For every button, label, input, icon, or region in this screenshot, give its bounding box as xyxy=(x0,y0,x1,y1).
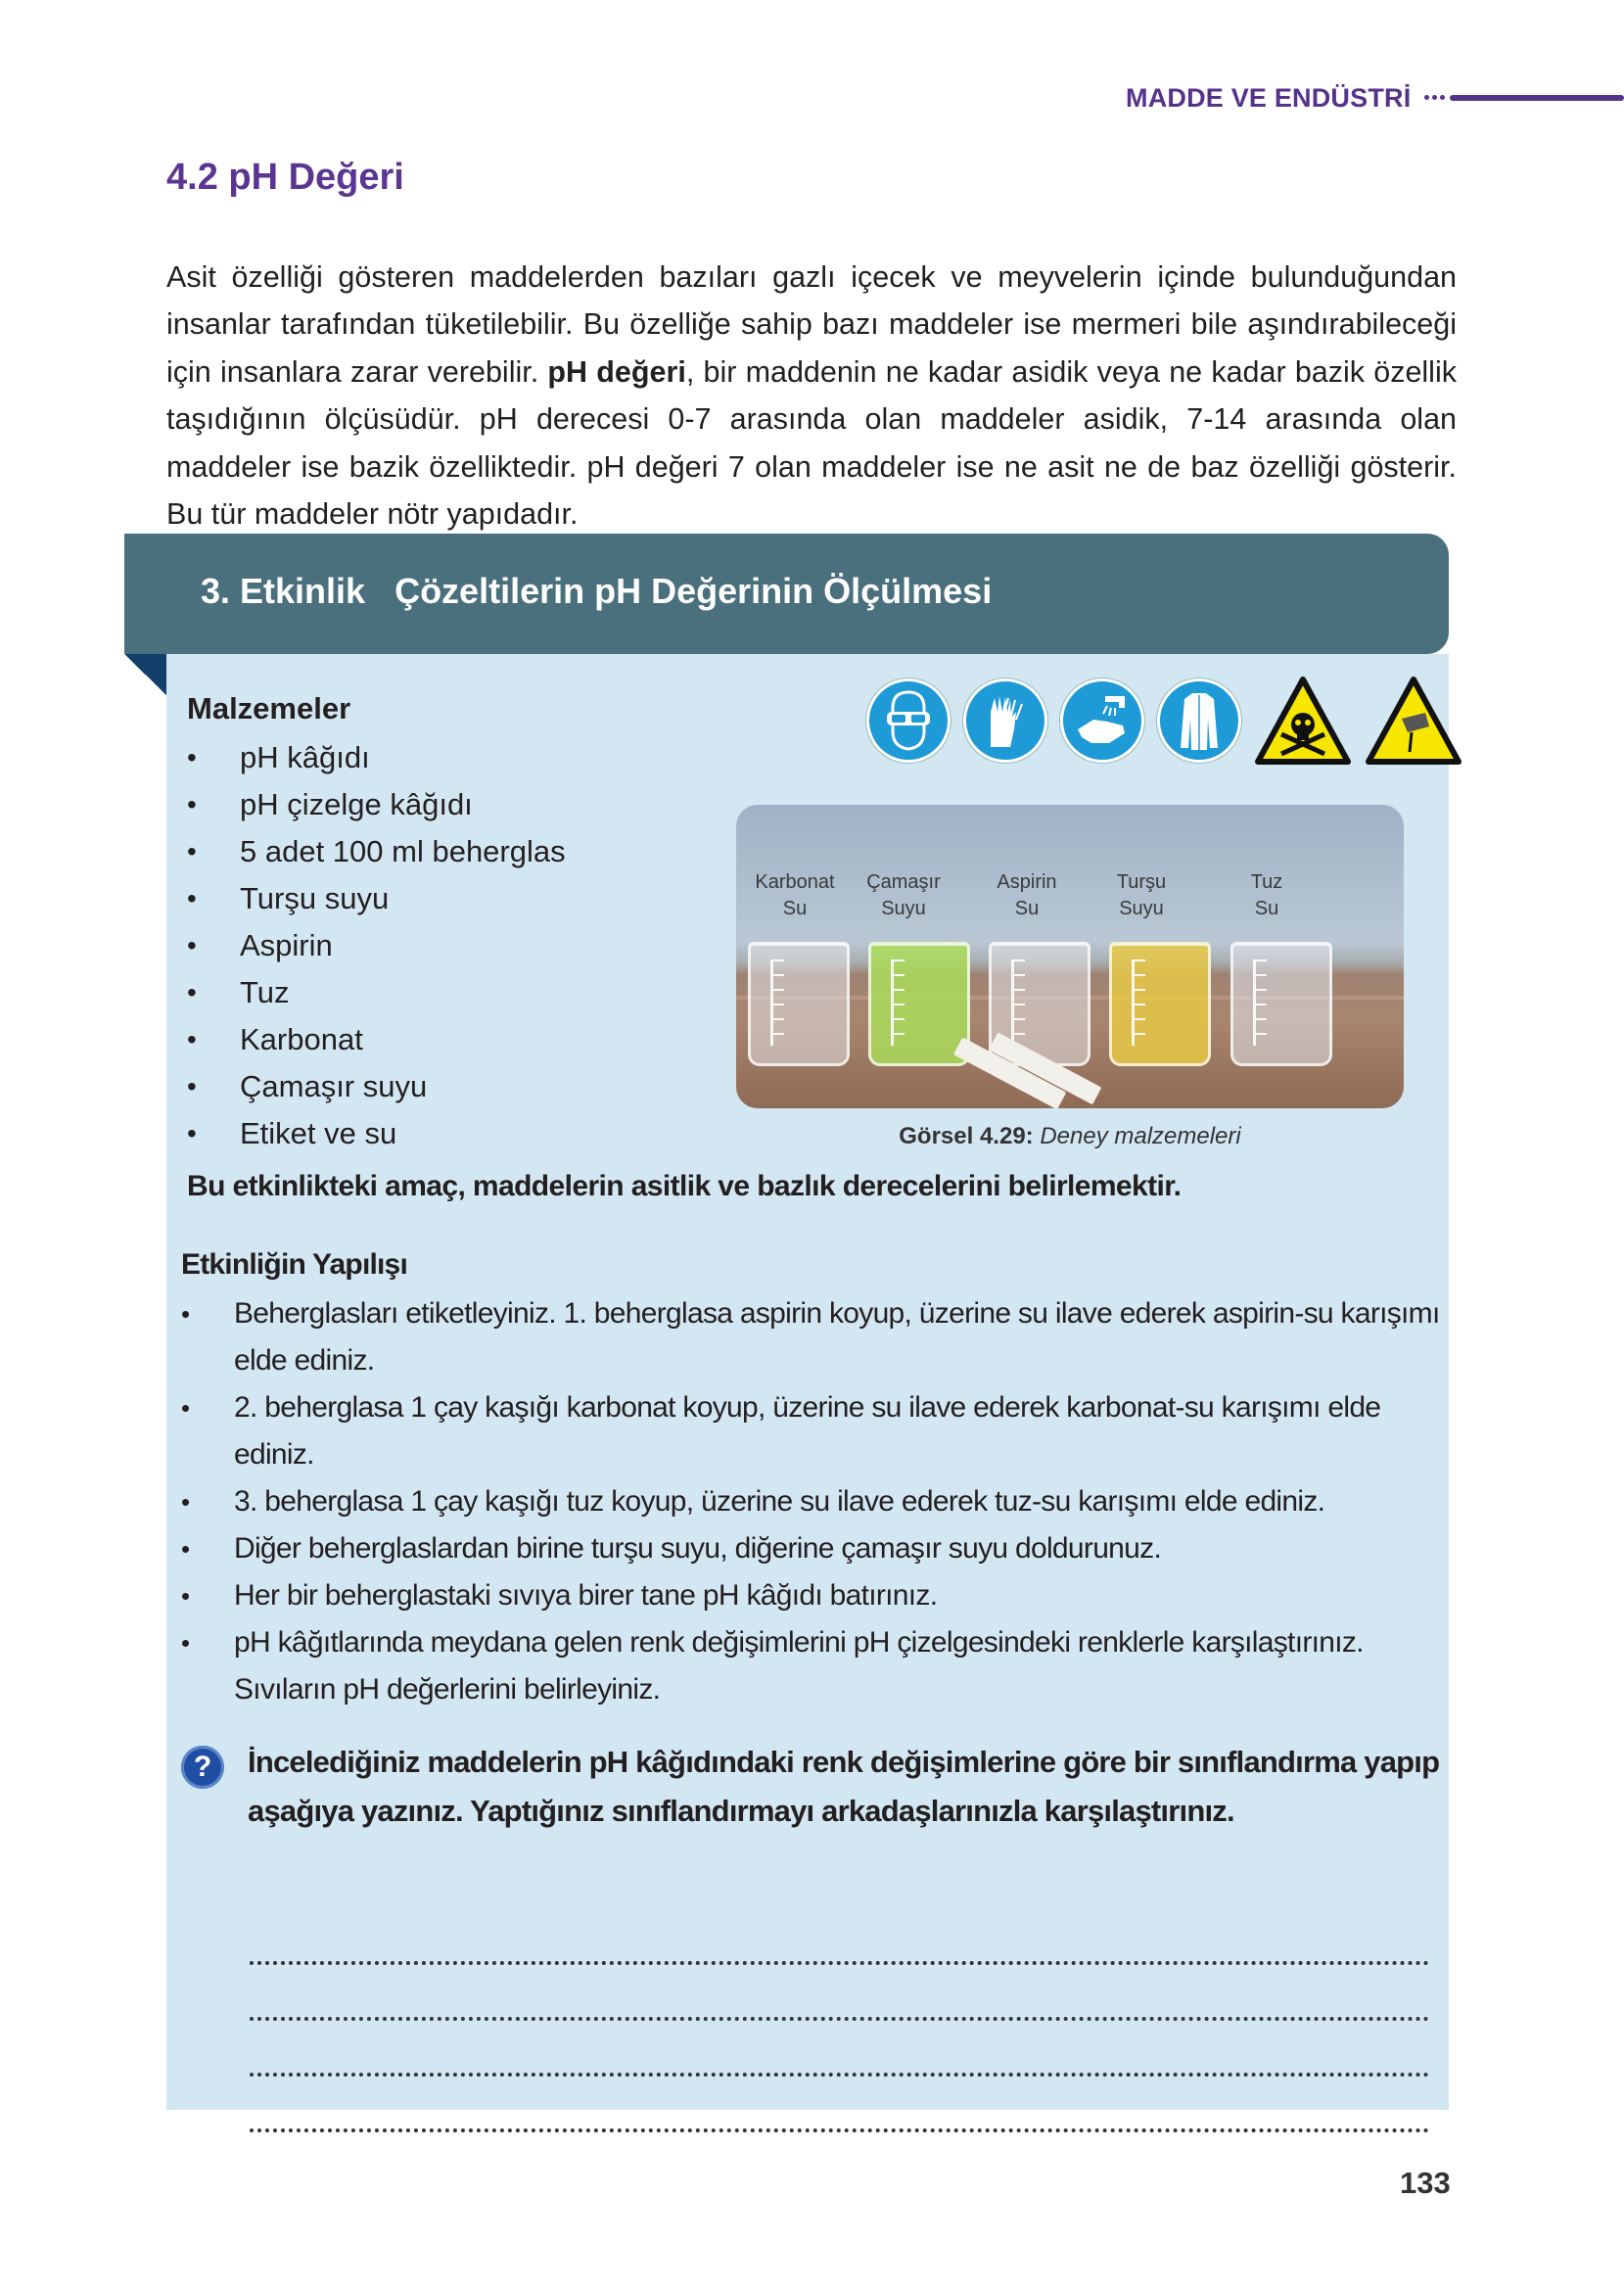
list-item: • Beherglasları etiketleyiniz. 1. beherglasa aspirin koyup, üzerine su ilave ederek aspirin-su karışımı elde ediniz. xyxy=(181,1297,1440,1377)
page-number: 133 xyxy=(1400,2166,1451,2200)
list-item: • 2. beherglasa 1 çay kaşığı karbonat koyup, üzerine su ilave ederek karbonat-su karışımı elde ediniz. xyxy=(181,1391,1381,1471)
header-fold-corner xyxy=(124,654,166,695)
list-item: • Tuz xyxy=(187,975,290,1009)
beaker xyxy=(748,942,850,1066)
beaker xyxy=(1109,942,1211,1066)
beaker-label: Karbonat Su xyxy=(755,871,835,919)
section-title: 4.2 pH Değeri xyxy=(166,157,404,198)
answer-line[interactable] xyxy=(250,2021,1429,2077)
beaker xyxy=(868,942,970,1066)
intro-paragraph xyxy=(166,254,1457,538)
safety-goggles-icon xyxy=(866,678,951,763)
dots-decoration xyxy=(1424,95,1446,101)
list-item: • Çamaşır suyu xyxy=(187,1069,428,1103)
list-item: • Diğer beherglaslardan birine turşu suyu, diğerine çamaşır suyu doldurunuz. xyxy=(181,1532,1162,1565)
list-item: • pH kâğıdı xyxy=(187,740,370,774)
answer-line[interactable] xyxy=(250,2077,1429,2132)
protective-gloves-icon xyxy=(963,678,1047,763)
activity-title: 3. Etkinlik Çözeltilerin pH Değerinin Ölçülmesi xyxy=(201,571,993,611)
corrosive-warning-icon xyxy=(1365,676,1462,766)
activity-header xyxy=(124,534,1449,654)
running-header xyxy=(1126,78,1624,117)
intro-bold-term: pH değeri xyxy=(547,354,686,389)
list-item: • Aspirin xyxy=(187,928,333,962)
answer-line[interactable] xyxy=(250,1965,1429,2021)
materials-heading: Malzemeler xyxy=(187,691,351,725)
figure-caption: Görsel 4.29: Deney malzemeleri xyxy=(899,1123,1241,1149)
wash-hands-icon xyxy=(1060,678,1144,763)
question-mark-icon: ? xyxy=(181,1746,224,1789)
list-item: • Turşu suyu xyxy=(187,881,390,915)
running-header-text: MADDE VE ENDÜSTRİ xyxy=(1126,82,1412,113)
beaker-label: Çamaşır Suyu xyxy=(866,871,941,919)
toxic-warning-icon xyxy=(1254,676,1352,766)
beaker-label: Tuz Su xyxy=(1250,871,1283,919)
answer-area[interactable] xyxy=(250,1909,1429,2132)
beaker xyxy=(1230,942,1332,1066)
question-text: İncelediğiniz maddelerin pH kâğıdındaki renk değişimlerine göre bir sınıflandırma yapıp aşağıya yazınız. Yaptığınız sınıflandırmayı arkadaşlarınızla karşılaştırınız. xyxy=(248,1745,1440,1828)
beaker-label: Aspirin Su xyxy=(997,871,1057,919)
experiment-photo xyxy=(736,805,1404,1108)
intro-text-1: Asit özelliği gösteren maddelerden bazıları gazlı içecek ve meyvelerin içinde bulunduğundan insanlar tarafından tüketilebilir. Bu özelliğe sahip bazı maddeler ise mermeri bile aşındırabileceği için insanlara zarar verebilir. xyxy=(166,259,1457,389)
list-item: • Karbonat xyxy=(187,1022,363,1056)
list-item: • 3. beherglasa 1 çay kaşığı tuz koyup, üzerine su ilave ederek tuz-su karışımı elde ediniz. xyxy=(181,1485,1325,1518)
answer-line[interactable] xyxy=(250,1909,1429,1965)
beaker-label: Turşu Suyu xyxy=(1116,871,1167,919)
list-item: • 5 adet 100 ml beherglas xyxy=(187,834,566,868)
intro-text-2: , bir maddenin ne kadar asidik veya ne kadar bazik özellik taşıdığının ölçüsüdür. pH derecesi 0-7 arasında olan maddeler asidik, 7-14 arasında olan maddeler ise bazik özelliktedir. pH değeri 7 olan maddeler ise ne asit ne de baz özelliği gösterir. Bu tür maddeler nötr yapıdadır. xyxy=(166,354,1457,531)
safety-icons xyxy=(866,676,1462,766)
materials-list xyxy=(187,734,566,1157)
header-rule xyxy=(1450,95,1624,101)
list-item: • pH kâğıtlarında meydana gelen renk değişimlerini pH çizelgesindeki renklerle karşılaştırınız. Sıvıların pH değerlerini belirleyiniz. xyxy=(181,1626,1364,1706)
list-item: • Etiket ve su xyxy=(187,1116,397,1150)
list-item: • Her bir beherglastaki sıvıya birer tane pH kâğıdı batırınız. xyxy=(181,1579,938,1612)
activity-aim: Bu etkinlikteki amaç, maddelerin asitlik ve bazlık derecelerini belirlemektir. xyxy=(187,1170,1182,1202)
list-item: • pH çizelge kâğıdı xyxy=(187,787,473,821)
procedure-heading: Etkinliğin Yapılışı xyxy=(181,1248,407,1281)
lab-coat-icon xyxy=(1157,678,1241,763)
procedure-list xyxy=(181,1290,1444,1713)
